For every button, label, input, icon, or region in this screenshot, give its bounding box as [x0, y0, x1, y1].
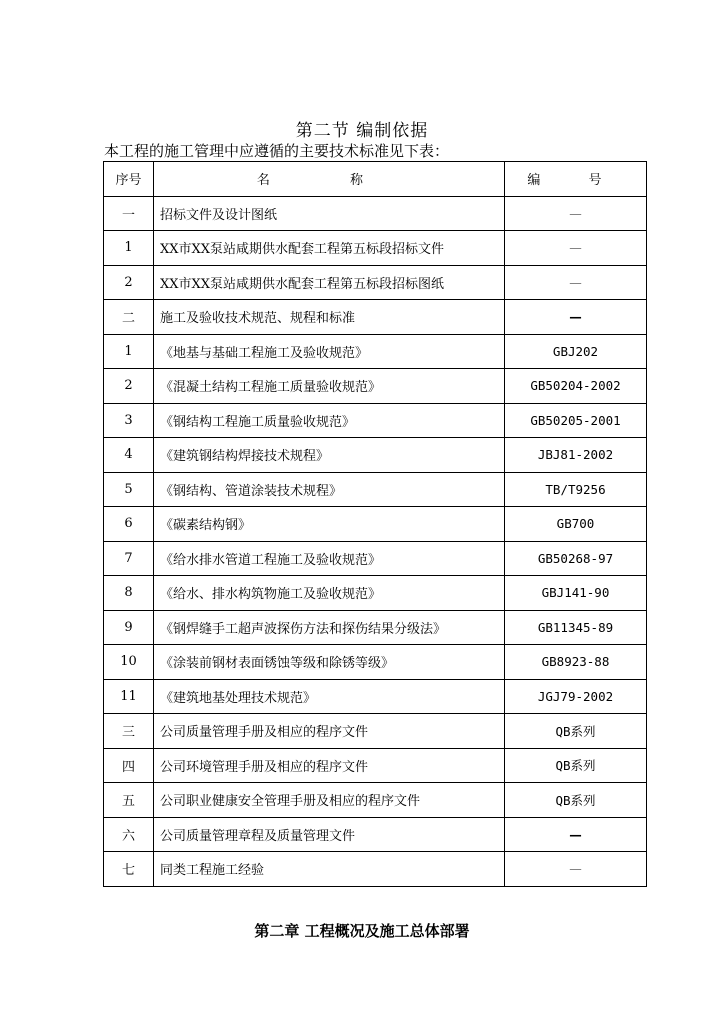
row-name: 《建筑地基处理技术规范》 [154, 679, 505, 714]
row-code: GB50205-2001 [505, 403, 647, 438]
row-number: 1 [104, 334, 154, 369]
row-code: GB700 [505, 507, 647, 542]
row-code: TB/T9256 [505, 472, 647, 507]
table-row [104, 507, 647, 542]
row-number: 4 [104, 438, 154, 473]
intro-text: 本工程的施工管理中应遵循的主要技术标准见下表： [104, 142, 450, 160]
row-number: 四 [104, 748, 154, 783]
row-number: 六 [104, 817, 154, 852]
row-name: 同类工程施工经验 [154, 852, 505, 887]
section-title: 第二节 编制依据 [295, 121, 429, 141]
table-row [104, 852, 647, 887]
table-row [104, 714, 647, 749]
row-code: GB8923-88 [505, 645, 647, 680]
row-name: 《涂装前钢材表面锈蚀等级和除锈等级》 [154, 645, 505, 680]
table-row [104, 334, 647, 369]
header-code: 编 号 [505, 162, 647, 197]
table-row [104, 300, 647, 335]
row-name: 《钢焊缝手工超声波探伤方法和探伤结果分级法》 [154, 610, 505, 645]
row-number: 10 [104, 645, 154, 680]
row-number: 8 [104, 576, 154, 611]
row-number: 6 [104, 507, 154, 542]
header-no: 序号 [104, 162, 154, 197]
row-number: 1 [104, 231, 154, 266]
row-number: 11 [104, 679, 154, 714]
row-code: QB系列 [505, 783, 647, 818]
row-name: XX市XX泵站咸期供水配套工程第五标段招标图纸 [154, 265, 505, 300]
row-name: 公司环境管理手册及相应的程序文件 [154, 748, 505, 783]
row-name: 公司职业健康安全管理手册及相应的程序文件 [154, 783, 505, 818]
row-name: 公司质量管理章程及质量管理文件 [154, 817, 505, 852]
row-name: 《碳素结构钢》 [154, 507, 505, 542]
row-code: GB50204-2002 [505, 369, 647, 404]
row-name: 《建筑钢结构焊接技术规程》 [154, 438, 505, 473]
row-code: — [505, 196, 647, 231]
row-number: 2 [104, 265, 154, 300]
row-name: 《混凝土结构工程施工质量验收规范》 [154, 369, 505, 404]
row-name: 公司质量管理手册及相应的程序文件 [154, 714, 505, 749]
row-number: 9 [104, 610, 154, 645]
table-row [104, 265, 647, 300]
row-name: 《地基与基础工程施工及验收规范》 [154, 334, 505, 369]
table-row [104, 541, 647, 576]
row-code: — [505, 231, 647, 266]
row-code: — [505, 852, 647, 887]
chapter-title: 第二章 工程概况及施工总体部署 [254, 922, 470, 940]
row-code: GB11345-89 [505, 610, 647, 645]
row-name: XX市XX泵站咸期供水配套工程第五标段招标文件 [154, 231, 505, 266]
row-name: 《钢结构工程施工质量验收规范》 [154, 403, 505, 438]
row-number: 七 [104, 852, 154, 887]
row-number: 一 [104, 196, 154, 231]
table-row [104, 231, 647, 266]
row-name: 施工及验收技术规范、规程和标准 [154, 300, 505, 335]
row-number: 5 [104, 472, 154, 507]
row-number: 三 [104, 714, 154, 749]
row-number: 五 [104, 783, 154, 818]
row-name: 招标文件及设计图纸 [154, 196, 505, 231]
header-name: 名 称 [154, 162, 505, 197]
row-number: 2 [104, 369, 154, 404]
table-row [104, 610, 647, 645]
row-number: 7 [104, 541, 154, 576]
table-row [104, 783, 647, 818]
table-header-row [104, 162, 647, 197]
table-row [104, 679, 647, 714]
table-row [104, 645, 647, 680]
row-code: JBJ81-2002 [505, 438, 647, 473]
table-row [104, 576, 647, 611]
row-number: 二 [104, 300, 154, 335]
table-row [104, 196, 647, 231]
row-code: — [505, 817, 647, 852]
table-row [104, 403, 647, 438]
standards-table [103, 161, 647, 887]
row-name: 《给水排水管道工程施工及验收规范》 [154, 541, 505, 576]
row-code: — [505, 265, 647, 300]
row-code: GBJ141-90 [505, 576, 647, 611]
row-number: 3 [104, 403, 154, 438]
row-name: 《给水、排水构筑物施工及验收规范》 [154, 576, 505, 611]
table-row [104, 748, 647, 783]
row-code: — [505, 300, 647, 335]
row-code: QB系列 [505, 748, 647, 783]
table-row [104, 472, 647, 507]
table-row [104, 817, 647, 852]
row-code: JGJ79-2002 [505, 679, 647, 714]
row-code: GBJ202 [505, 334, 647, 369]
row-name: 《钢结构、管道涂装技术规程》 [154, 472, 505, 507]
row-code: QB系列 [505, 714, 647, 749]
row-code: GB50268-97 [505, 541, 647, 576]
table-row [104, 369, 647, 404]
table-row [104, 438, 647, 473]
